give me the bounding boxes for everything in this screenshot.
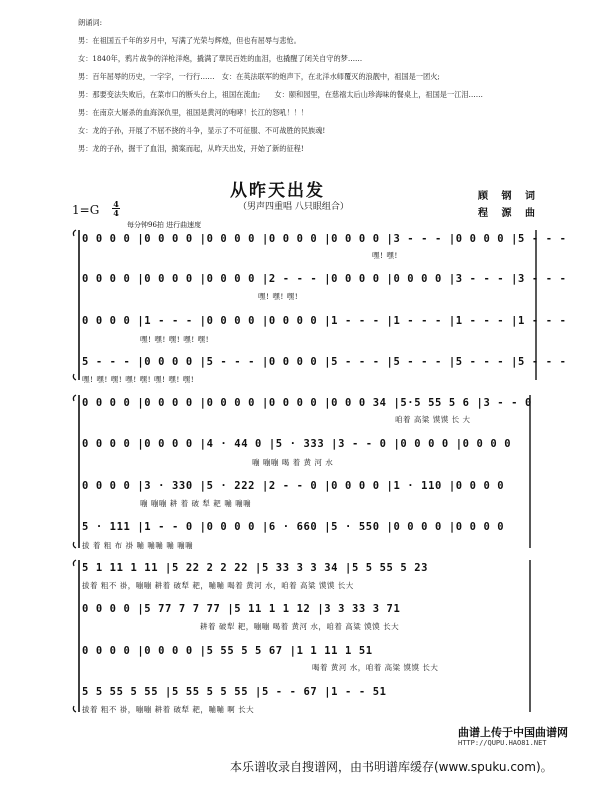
time-sig-bottom: 4 (113, 208, 119, 218)
staff-line: 0 0 0 0 |0 0 0 0 |5 55 5 5 67 |1 1 11 1 51 (82, 645, 373, 657)
narration-line: 男：龙的子孙，掘干了血泪，掮案而起，从昨天出发，开始了新的征程! (78, 144, 304, 153)
staff-line: 0 0 0 0 |1 - - - |0 0 0 0 |0 0 0 0 |1 - - - |1 - - - |1 - - - |1 - - - (82, 315, 567, 327)
narration-line: 朗诵词: (78, 18, 102, 27)
song-subtitle: （男声四重唱 八只眼组合） (238, 202, 349, 212)
staff-line: 0 0 0 0 |0 0 0 0 |0 0 0 0 |0 0 0 0 |0 0 0 0 |3 - - - |0 0 0 0 |5 - - - (82, 233, 567, 245)
staff-lyrics: 拔着 粗不 褂，嘣嘣 耕着 破犁 耙，嘣嘣 喝着 黄河 水，咱着 高粱 馍馍 长大 (82, 581, 354, 590)
staff-line: 5 1 11 1 11 |5 22 2 2 22 |5 33 3 3 34 |5 5 55 5 23 (82, 562, 429, 574)
key-signature: 1=G (72, 203, 100, 217)
staff-lyrics: 嘣 嘣嘣 耕 着 破 犁 耙 嘣 嘣嘣 (140, 499, 252, 508)
lyricist-credit: 顾 钢 词 (478, 191, 540, 202)
narration-line: 男：百年屈辱的历史，一字字，一行行…… 女：在英法联军的炮声下，在北洋水师覆灭的浪靓中，祖国是一团火; (78, 72, 440, 81)
staff-lyrics: 拔着 粗不 褂，嘣嘣 耕着 破犁 耙，嘣嘣 啊 长大 (82, 705, 255, 714)
tempo-marking: 每分钟96拍 进行曲速度 (127, 221, 202, 229)
staff-line: 0 0 0 0 |0 0 0 0 |0 0 0 0 |2 - - - |0 0 0 0 |0 0 0 0 |3 - - - |3 - - - (82, 273, 567, 285)
time-sig-top: 4 (113, 199, 119, 209)
staff-line: 0 0 0 0 |5 77 7 7 77 |5 11 1 1 12 |3 3 33 3 71 (82, 603, 401, 615)
staff-lyrics: 嘣 嘣嘣 喝 着 黄 河 水 (252, 458, 334, 467)
staff-lyrics: 嘿! 嘿! 嘿! 嘿! 嘿! 嘿! 嘿! 嘿! (82, 375, 195, 384)
narration-line: 女：1840年，鸦片战争的洋枪洋炮，撬满了華民百姓的血泪，也撬醒了闭关自守的梦…… (78, 54, 363, 63)
staff-lyrics: 喝着 黄河 水，咱着 高粱 馍馍 长大 (312, 663, 439, 672)
narration-line: 男：在南京大屠杀的血海深仇里，祖国是黄河的咆哮！长江的怒吼！！！ (78, 108, 309, 117)
composer-credit: 程 源 曲 (478, 208, 540, 219)
staff-line: 5 · 111 |1 - - 0 |0 0 0 0 |6 · 660 |5 · 550 |0 0 0 0 |0 0 0 0 (82, 521, 505, 533)
staff-lyrics: 嘿! 嘿! 嘿! 嘿! 嘿! (140, 335, 210, 344)
staff-lyrics: 拔 着 粗 布 褂 嘣 嘣嘣 嘣 嘣嘣 (82, 541, 194, 550)
staff-line: 0 0 0 0 |0 0 0 0 |4 · 44 0 |5 · 333 |3 - - 0 |0 0 0 0 |0 0 0 0 (82, 438, 512, 450)
footer-note: 本乐谱收录自搜谱网，由书明谱库缓存(www.spuku.com)。 (230, 760, 553, 774)
watermark-url: HTTP://QUPU.HAO81.NET (458, 739, 547, 747)
staff-lyrics: 嘿! 嘿! 嘿! (258, 292, 299, 301)
song-title: 从昨天出发 (230, 181, 325, 201)
staff-line: 5 - - - |0 0 0 0 |5 - - - |0 0 0 0 |5 - - - |5 - - - |5 - - - |5 - - - (82, 356, 567, 368)
staff-line: 0 0 0 0 |3 · 330 |5 · 222 |2 - - 0 |0 0 0 0 |1 · 110 |0 0 0 0 (82, 480, 505, 492)
staff-lyrics: 耕着 破犁 耙，嘣嘣 喝着 黄河 水，咱着 高粱 馍馍 长大 (200, 622, 400, 631)
watermark-line: 曲谱上传于中国曲谱网 (458, 726, 568, 739)
staff-line: 0 0 0 0 |0 0 0 0 |0 0 0 0 |0 0 0 0 |0 0 0 34 |5·5 55 5 6 |3 - - 0 (82, 397, 532, 409)
staff-lyrics: 嘿! 嘿! (372, 251, 398, 260)
narration-line: 女：龙的子孙，开展了不屈不挠的斗争，显示了不可征服、不可战胜的民族魂! (78, 126, 326, 135)
narration-line: 男：在祖国五千年的岁月中，写满了光荣与辉煌，但也有屈辱与悲怆。 (78, 36, 301, 45)
narration-line: 男：那要变法失败后，在菜市口的断头台上，祖国在流血; 女：颐和园里，在慈禧太后山珍海味的餐桌上，祖国是一江泪…… (78, 90, 483, 99)
staff-line: 5 5 55 5 55 |5 55 5 5 55 |5 - - 67 |1 - - 51 (82, 686, 387, 698)
staff-lyrics: 咱着 高粱 馍馍 长 大 (395, 415, 471, 424)
